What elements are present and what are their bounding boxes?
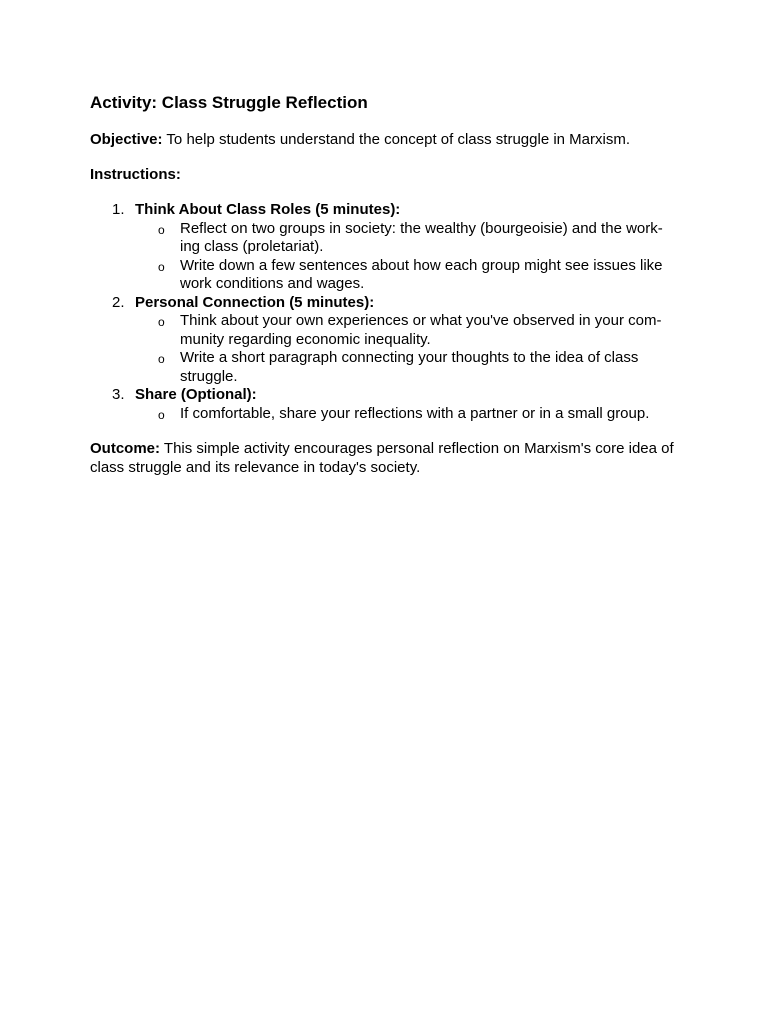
substep-text: Think about your own experiences or what you've observed in your com-munity regarding economic inequality.	[180, 312, 662, 348]
instructions-heading: Instructions:	[90, 165, 181, 183]
step-item	[90, 201, 690, 294]
objective-paragraph	[90, 131, 690, 150]
substep-text: Write down a few sentences about how each group might see issues like work conditions and wages.	[180, 256, 663, 292]
substep-text: Reflect on two groups in society: the wealthy (bourgeoisie) and the work-ing class (proletariat).	[180, 219, 663, 255]
objective-text: To help students understand the concept of class struggle in Marxism.	[162, 131, 631, 148]
step-item	[90, 386, 690, 423]
step-substeps	[135, 220, 690, 294]
step-substeps	[135, 405, 690, 424]
substep-item	[135, 220, 668, 257]
bullet-circle-icon: o	[158, 315, 165, 329]
outcome-paragraph	[90, 440, 690, 477]
step-title: Personal Connection (5 minutes):	[135, 293, 375, 311]
substep-item	[135, 257, 668, 294]
document-body	[90, 93, 690, 493]
step-substeps	[135, 312, 690, 386]
step-title: Think About Class Roles (5 minutes):	[135, 201, 401, 218]
substep-text: If comfortable, share your reflections with a partner or in a small group.	[180, 404, 650, 422]
substep-item	[135, 405, 668, 424]
bullet-circle-icon: o	[158, 222, 165, 237]
instruction-steps	[90, 201, 690, 423]
bullet-circle-icon: o	[158, 352, 165, 366]
step-number: 3.	[112, 386, 125, 403]
step-number: 2.	[112, 293, 125, 311]
objective-label: Objective:	[90, 131, 163, 148]
step-title: Share (Optional):	[135, 386, 257, 403]
outcome-label: Outcome:	[90, 440, 161, 457]
step-item	[90, 294, 690, 387]
document-title: Activity: Class Struggle Reflection	[90, 93, 368, 112]
substep-item	[135, 312, 668, 349]
bullet-circle-icon: o	[158, 259, 165, 274]
substep-item	[135, 349, 668, 386]
step-number: 1.	[112, 201, 125, 218]
outcome-text: This simple activity encourages personal reflection on Marxism's core idea of class struggle and its relevance in today's society.	[90, 440, 674, 476]
bullet-circle-icon: o	[158, 407, 165, 422]
substep-text: Write a short paragraph connecting your thoughts to the idea of class struggle.	[180, 349, 639, 385]
